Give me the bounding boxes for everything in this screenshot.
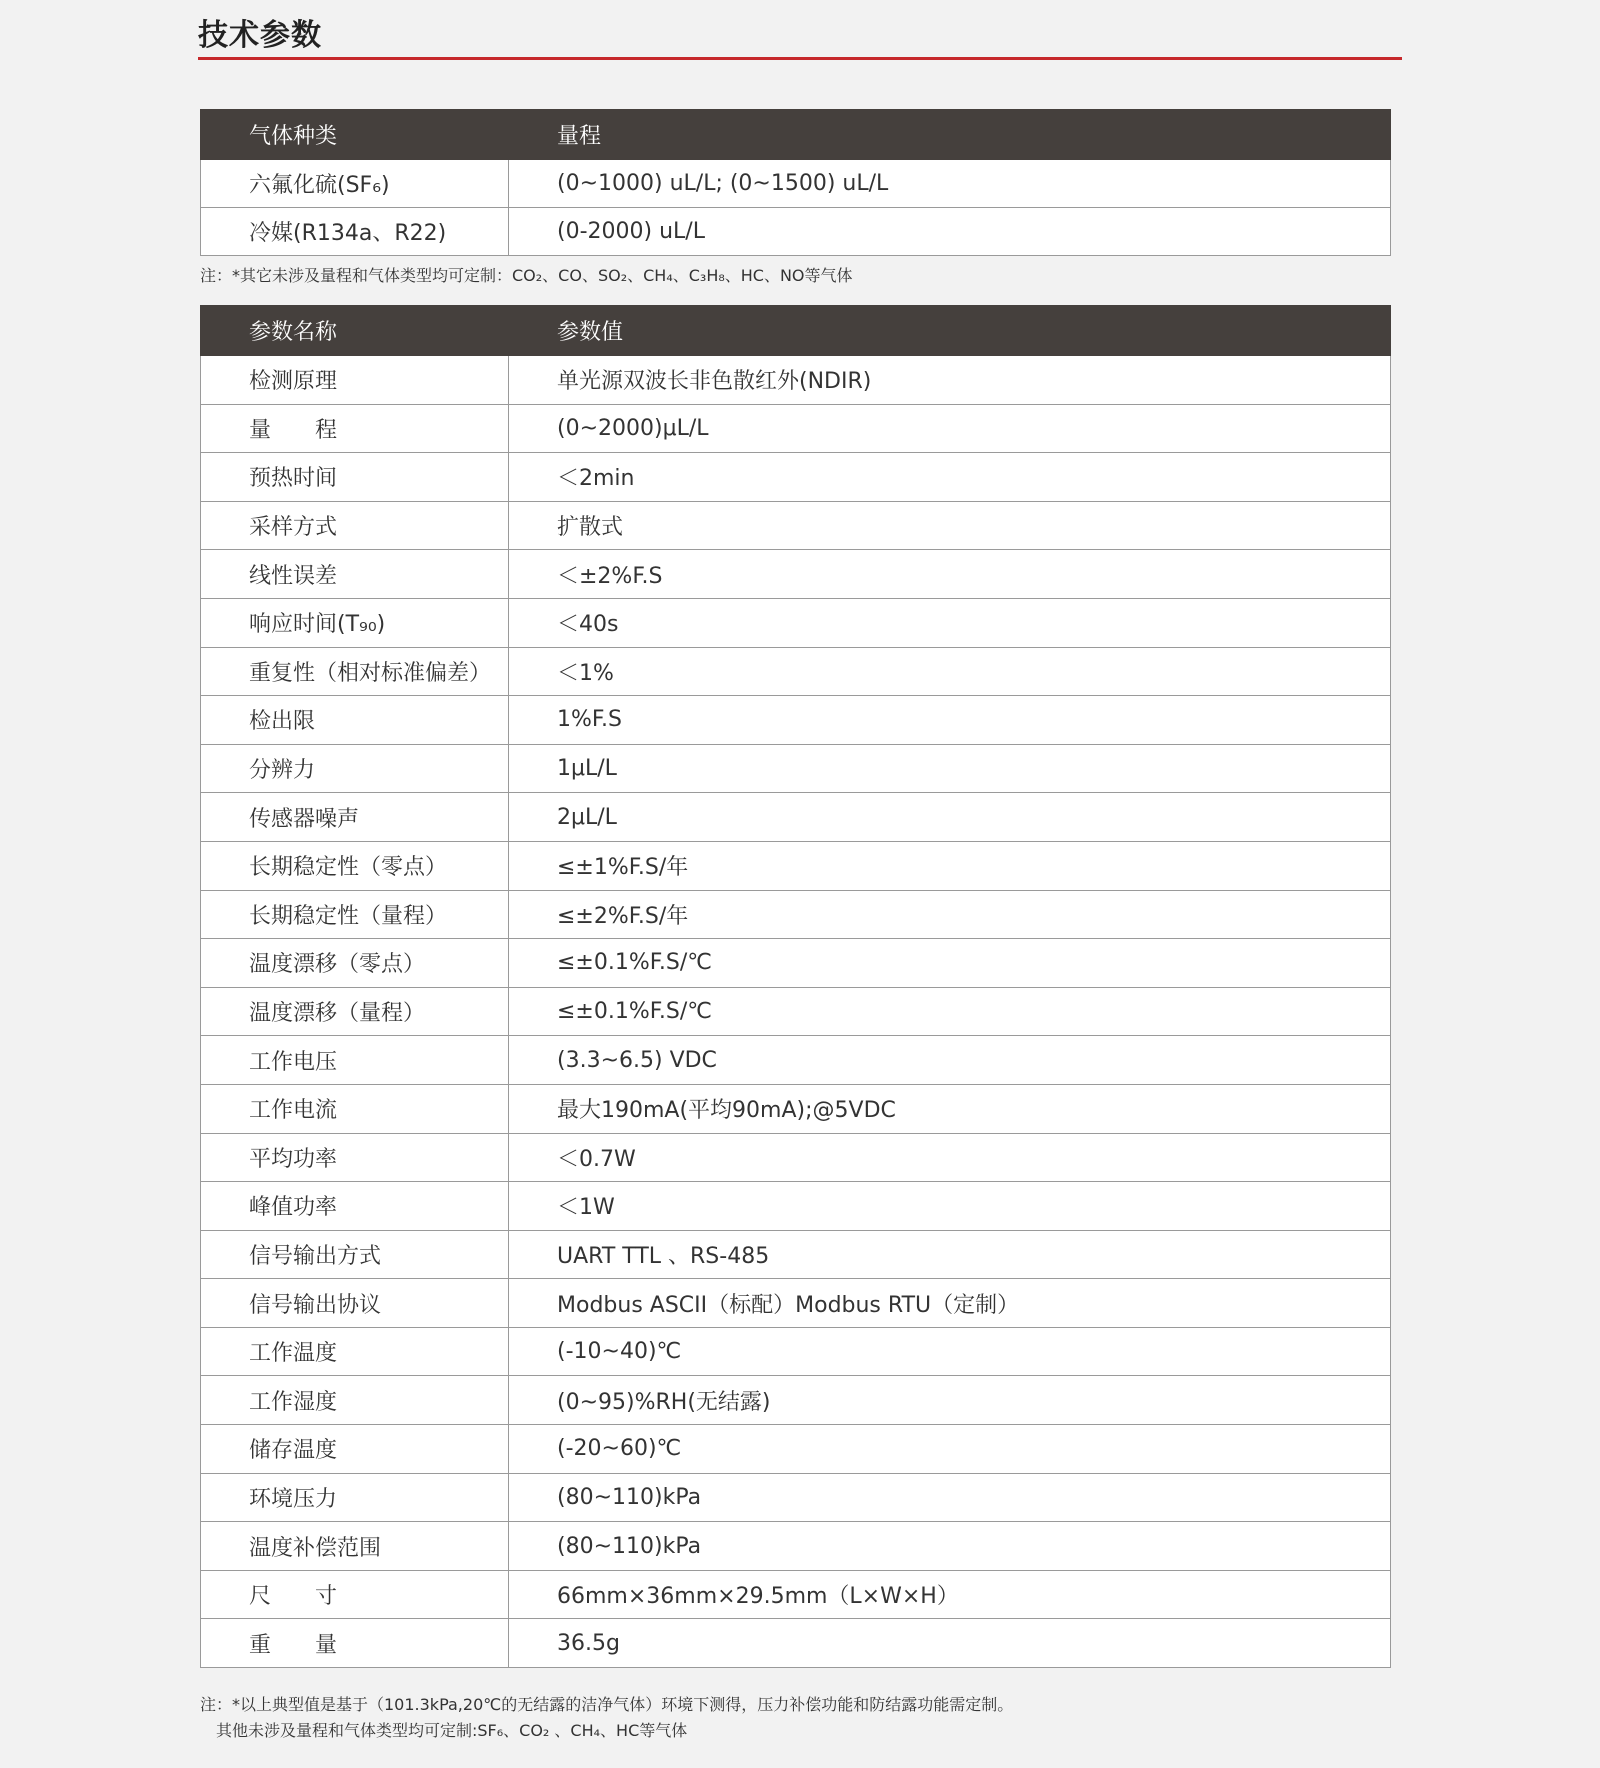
row-label-cell: 工作电流 (201, 1084, 509, 1133)
param-table-row (201, 1522, 1391, 1571)
row-label-cell: 工作温度 (201, 1327, 509, 1376)
row-value-cell: ＜±2%F.S (509, 550, 1391, 599)
row-value-cell: ≤±2%F.S/年 (509, 890, 1391, 939)
footnote: 注：*以上典型值是基于（101.3kPa,20℃的无结露的洁净气体）环境下测得，压力补偿功能和防结露功能需定制。 (200, 1695, 1014, 1714)
row-value-cell: 扩散式 (509, 501, 1391, 550)
row-label-cell: 重复性（相对标准偏差） (201, 647, 509, 696)
row-value-cell: ＜2min (509, 453, 1391, 502)
row-label-cell: 工作湿度 (201, 1376, 509, 1425)
row-label-cell: 六氟化硫(SF₆) (201, 160, 509, 208)
gas-table-note: 注：*其它未涉及量程和气体类型均可定制：CO₂、CO、SO₂、CH₄、C₃H₈、HC、NO等气体 (200, 266, 853, 285)
param-value-column-header: 参数值 (509, 306, 1391, 356)
row-value-cell: (3.3~6.5) VDC (509, 1036, 1391, 1085)
row-label-cell: 环境压力 (201, 1473, 509, 1522)
row-label-cell: 平均功率 (201, 1133, 509, 1182)
row-value-cell: (80~110)kPa (509, 1522, 1391, 1571)
param-name-column-header: 参数名称 (201, 306, 509, 356)
param-table-row (201, 1230, 1391, 1279)
param-table-row (201, 1619, 1391, 1668)
row-label-cell: 量 程 (201, 404, 509, 453)
row-value-cell: ＜40s (509, 598, 1391, 647)
param-table-row (201, 1036, 1391, 1085)
gas-table-row (201, 160, 1391, 208)
param-table-row (201, 890, 1391, 939)
row-label-cell: 储存温度 (201, 1425, 509, 1474)
param-table-row (201, 744, 1391, 793)
param-table-row (201, 453, 1391, 502)
row-label-cell: 传感器噪声 (201, 793, 509, 842)
row-value-cell: Modbus ASCII（标配）Modbus RTU（定制） (509, 1279, 1391, 1328)
row-value-cell: ＜1% (509, 647, 1391, 696)
parameter-table (200, 305, 1391, 1668)
title-divider (198, 57, 1402, 60)
row-value-cell: (0~1000) uL/L; (0~1500) uL/L (509, 160, 1391, 208)
param-table-row (201, 1570, 1391, 1619)
row-value-cell: ≤±0.1%F.S/℃ (509, 987, 1391, 1036)
row-value-cell: 1%F.S (509, 696, 1391, 745)
param-table-row (201, 550, 1391, 599)
row-value-cell: (0~95)%RH(无结露) (509, 1376, 1391, 1425)
row-label-cell: 长期稳定性（零点） (201, 841, 509, 890)
param-table-row (201, 696, 1391, 745)
row-label-cell: 检测原理 (201, 356, 509, 405)
param-table-body (201, 356, 1391, 1668)
row-label-cell: 信号输出协议 (201, 1279, 509, 1328)
param-table-row (201, 1279, 1391, 1328)
row-value-cell: UART TTL 、RS-485 (509, 1230, 1391, 1279)
param-table-row (201, 1376, 1391, 1425)
param-table-row (201, 939, 1391, 988)
param-table-row (201, 1327, 1391, 1376)
range-column-header: 量程 (509, 110, 1391, 160)
row-value-cell: 单光源双波长非色散红外(NDIR) (509, 356, 1391, 405)
row-label-cell: 温度漂移（量程） (201, 987, 509, 1036)
row-value-cell: (-20~60)℃ (509, 1425, 1391, 1474)
row-label-cell: 采样方式 (201, 501, 509, 550)
row-value-cell: (0~2000)μL/L (509, 404, 1391, 453)
row-value-cell: 66mm×36mm×29.5mm（L×W×H） (509, 1570, 1391, 1619)
row-value-cell: 2μL/L (509, 793, 1391, 842)
row-label-cell: 温度漂移（零点） (201, 939, 509, 988)
row-value-cell: 最大190mA(平均90mA);@5VDC (509, 1084, 1391, 1133)
param-table-row (201, 987, 1391, 1036)
param-table-row (201, 1084, 1391, 1133)
row-label-cell: 长期稳定性（量程） (201, 890, 509, 939)
param-table-row (201, 598, 1391, 647)
gas-table-body (201, 160, 1391, 256)
row-value-cell: 36.5g (509, 1619, 1391, 1668)
row-value-cell: (0-2000) uL/L (509, 208, 1391, 256)
row-value-cell: (-10~40)℃ (509, 1327, 1391, 1376)
param-table-row (201, 1473, 1391, 1522)
param-table-row (201, 404, 1391, 453)
row-label-cell: 温度补偿范围 (201, 1522, 509, 1571)
gas-range-table (200, 109, 1391, 256)
param-table-row (201, 1182, 1391, 1231)
row-value-cell: ＜0.7W (509, 1133, 1391, 1182)
row-label-cell: 线性误差 (201, 550, 509, 599)
gas-table-row (201, 208, 1391, 256)
row-label-cell: 预热时间 (201, 453, 509, 502)
row-label-cell: 信号输出方式 (201, 1230, 509, 1279)
row-label-cell: 重 量 (201, 1619, 509, 1668)
row-value-cell: ≤±0.1%F.S/℃ (509, 939, 1391, 988)
row-label-cell: 检出限 (201, 696, 509, 745)
footnote: 其他未涉及量程和气体类型均可定制:SF₆、CO₂ 、CH₄、HC等气体 (216, 1721, 688, 1740)
row-value-cell: ≤±1%F.S/年 (509, 841, 1391, 890)
row-label-cell: 冷媒(R134a、R22) (201, 208, 509, 256)
row-label-cell: 分辨力 (201, 744, 509, 793)
row-label-cell: 尺 寸 (201, 1570, 509, 1619)
gas-type-column-header: 气体种类 (201, 110, 509, 160)
row-label-cell: 工作电压 (201, 1036, 509, 1085)
param-table-row (201, 356, 1391, 405)
row-value-cell: ＜1W (509, 1182, 1391, 1231)
section-title: 技术参数 (198, 18, 322, 53)
param-table-row (201, 841, 1391, 890)
param-table-header-row (201, 306, 1391, 356)
param-table-row (201, 501, 1391, 550)
row-label-cell: 峰值功率 (201, 1182, 509, 1231)
param-table-row (201, 647, 1391, 696)
param-table-row (201, 793, 1391, 842)
gas-table-header-row (201, 110, 1391, 160)
row-label-cell: 响应时间(T₉₀) (201, 598, 509, 647)
row-value-cell: (80~110)kPa (509, 1473, 1391, 1522)
row-value-cell: 1μL/L (509, 744, 1391, 793)
param-table-row (201, 1133, 1391, 1182)
param-table-row (201, 1425, 1391, 1474)
